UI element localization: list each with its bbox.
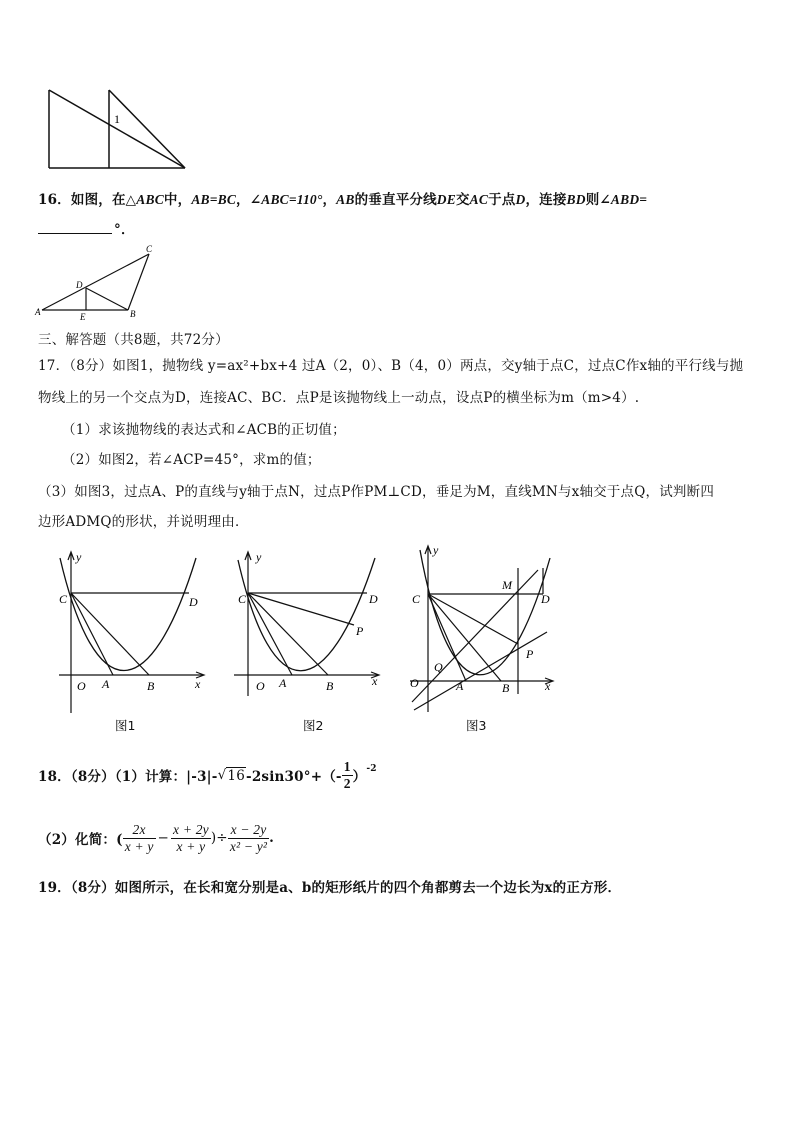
q17-line2: 物线上的另一个交点为D，连接AC、BC．点P是该抛物线上一动点，设点P的横坐标为m（m>4）. <box>38 390 640 406</box>
q17-figure-1 <box>55 548 215 718</box>
top-figure <box>40 85 195 175</box>
fig1-c-label: C <box>59 592 68 606</box>
q18-part2: （2）化简：( $\frac{2x}{x + y}$ − $\frac{x + 2y}{x + y}$ )÷ $\frac{x - 2y}{\text{x² − y²}}$ . <box>38 821 275 854</box>
fig1-y-label: y <box>76 550 82 564</box>
fig2-caption: 图2 <box>303 718 324 733</box>
q18-part1: 18．（8分）（1）计算：|-3|- √ 16 -2sin30°+（- $\frac{1}{2}$ ） $^{-2}$ <box>38 758 377 791</box>
fig1-d-label: D <box>189 595 198 609</box>
half-fraction: $\frac{1}{2}$ <box>343 758 351 791</box>
q16-label-a: A <box>35 307 41 317</box>
fig2-c-label: C <box>238 592 247 606</box>
q17-line1: 17．（8分）如图1，抛物线 y=ax²+bx+4 过A（2，0）、B（4，0）两点，交y轴于点C，过点C作x轴的平行线与抛 <box>38 358 744 374</box>
fig3-b-label: B <box>502 681 510 695</box>
q17-figure-3 <box>400 540 560 716</box>
fig1-caption: 图1 <box>115 718 136 733</box>
q17-part2: （2）如图2，若∠ACP=45°，求m的值； <box>62 452 321 468</box>
section-3-title: 三、解答题（共8题，共72分） <box>38 332 229 348</box>
fig3-d-label: D <box>541 592 550 606</box>
fig1-a-label: A <box>102 677 110 691</box>
fig3-x-label: x <box>545 679 551 693</box>
q17-figure-2 <box>230 548 390 718</box>
fig3-m-label: M <box>502 578 512 592</box>
q16-answer-line: °． <box>38 218 135 238</box>
fig2-y-label: y <box>256 550 262 564</box>
fig2-a-label: A <box>279 676 287 690</box>
fig2-o-label: O <box>256 679 265 693</box>
fig2-p-label: P <box>356 624 364 638</box>
fig3-q-label: Q <box>434 660 443 674</box>
q17-part1: （1）求该抛物线的表达式和∠ACB的正切值； <box>62 422 346 438</box>
q18-exponent: -2 <box>366 764 377 774</box>
q16-label-c: C <box>146 244 153 254</box>
fig2-b-label: B <box>326 679 334 693</box>
q16-text: 16．如图，在△ABC中，AB=BC，∠ABC=110°，AB的垂直平分线DE交AC于点D，连接BD则∠ABD= <box>38 192 648 208</box>
fig3-y-label: y <box>433 543 439 557</box>
fig3-c-label: C <box>412 592 421 606</box>
q16-label-b: B <box>130 309 136 319</box>
q16-label-e: E <box>80 312 86 320</box>
fig3-a-label: A <box>456 679 464 693</box>
fig1-b-label: B <box>147 679 155 693</box>
q16-answer-blank[interactable] <box>38 221 112 234</box>
sqrt-argument: 16 <box>227 767 246 784</box>
top-figure-angle-label: 1 <box>114 112 120 126</box>
fig2-x-label: x <box>372 674 378 688</box>
q16-figure <box>32 244 162 320</box>
fraction-3: $\frac{x - 2y}{\text{x² − y²}}$ <box>229 821 268 854</box>
fig3-p-label: P <box>526 647 534 661</box>
sqrt-symbol: √ <box>217 767 227 783</box>
fig3-caption: 图3 <box>466 718 487 733</box>
fig2-d-label: D <box>369 592 378 606</box>
q19-text: 19．（8分）如图所示，在长和宽分别是a、b的矩形纸片的四个角都剪去一个边长为x的正方形． <box>38 880 622 896</box>
fig3-o-label: O <box>410 676 419 690</box>
q16-label-d: D <box>76 280 83 290</box>
q17-part3-line2: 边形ADMQ的形状，并说明理由． <box>38 514 249 530</box>
fraction-2: $\frac{x + 2y}{x + y}$ <box>173 821 209 854</box>
fraction-1: $\frac{2x}{x + y}$ <box>124 821 154 854</box>
fig1-x-label: x <box>195 677 201 691</box>
fig1-o-label: O <box>77 679 86 693</box>
q17-part3-line1: （3）如图3，过点A、P的直线与y轴于点N，过点P作PM⊥CD，垂足为M，直线MN与x轴交于点Q，试判断四 <box>38 484 715 500</box>
